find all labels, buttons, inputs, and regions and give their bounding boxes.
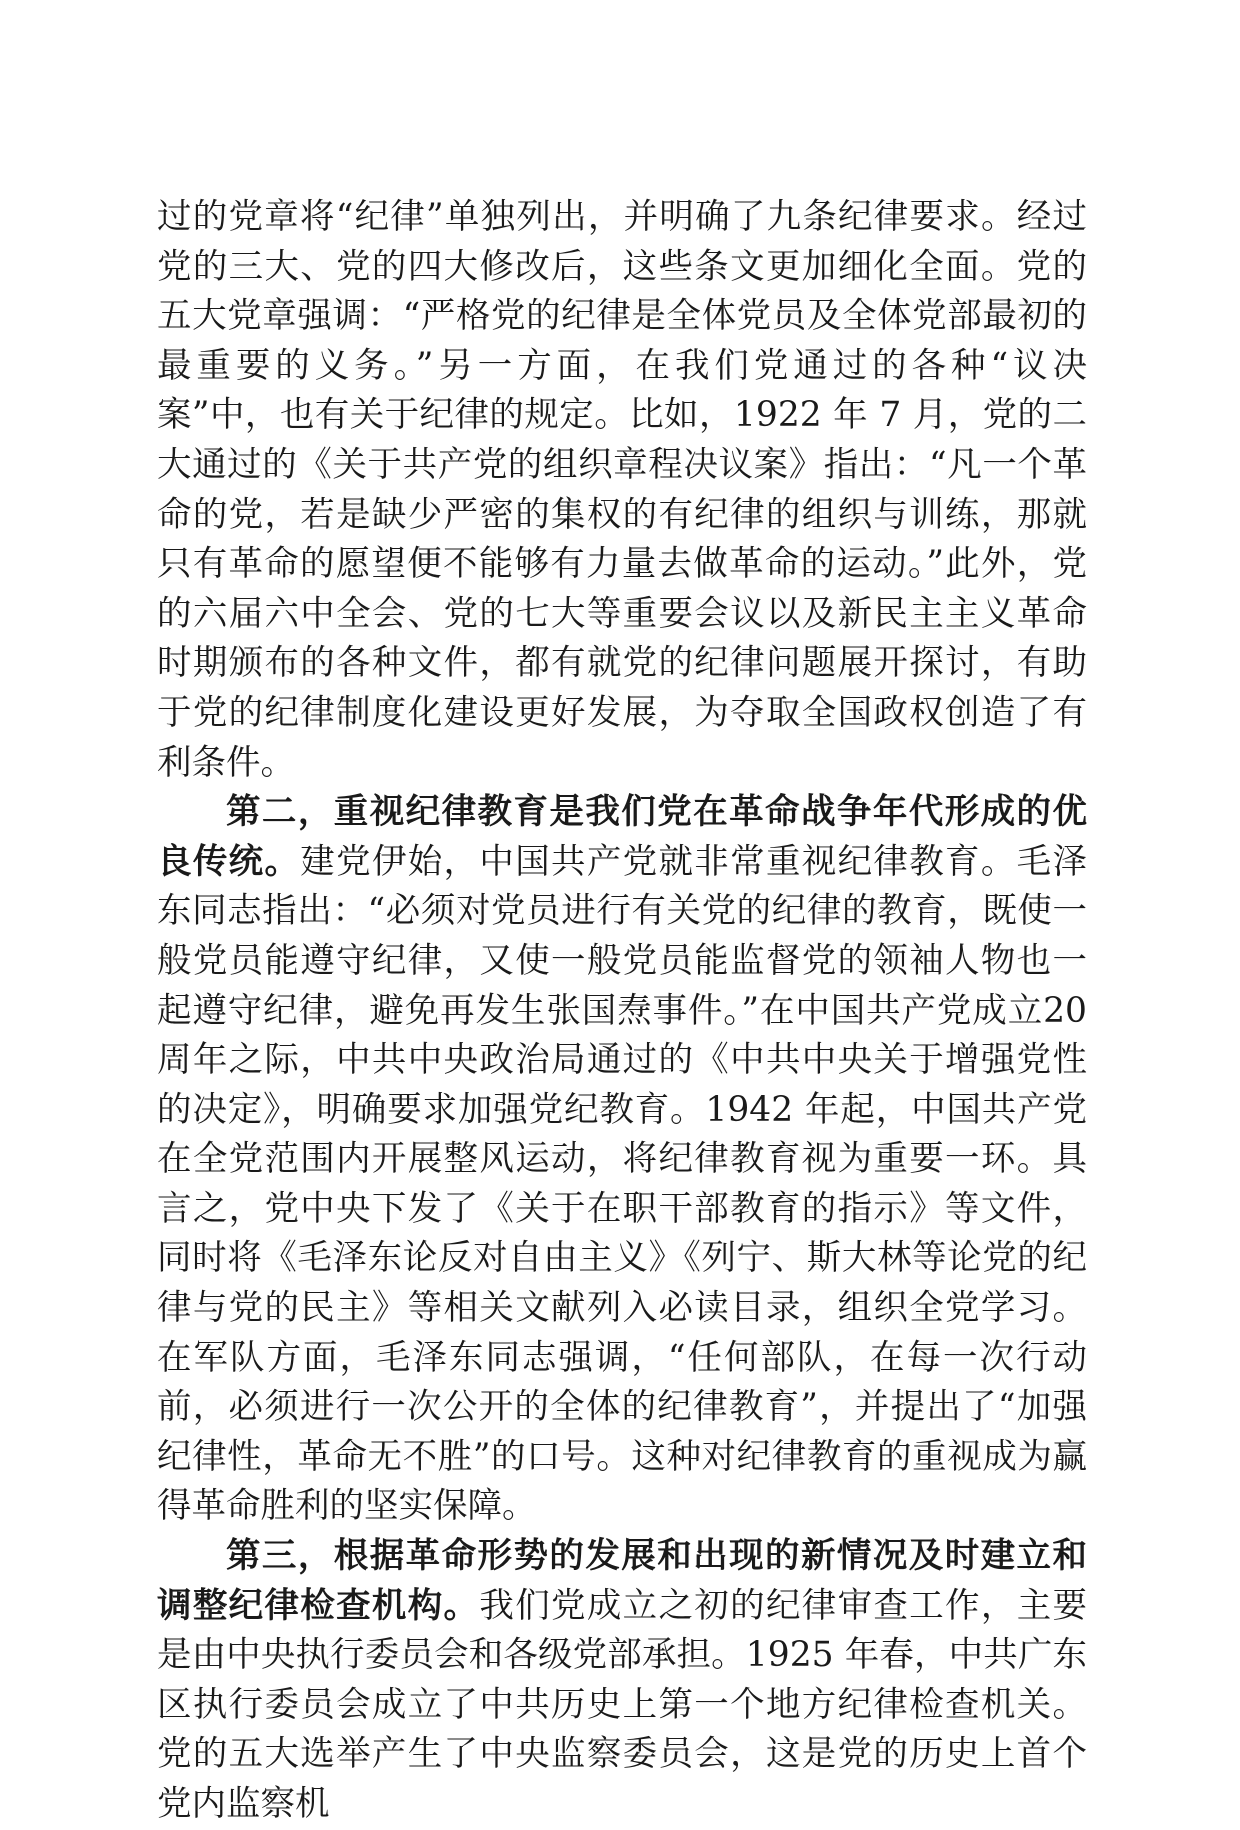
paragraph-3 — [157, 1532, 1087, 1830]
paragraph-2 — [157, 788, 1087, 1532]
paragraph-3-text: 我们党成立之初的纪律审查工作，主要是由中央执行委员会和各级党部承担。1925 年春，中共广东区执行委员会成立了中共历史上第一个地方纪律检查机关。党的五大选举产生了中央监察委员会，这是党的历史上首个党内监察机 — [157, 1585, 1088, 1824]
paragraph-2-lead: 第二，重视纪律教育是我们党在革命战争年代形成的优良传统。 — [157, 792, 1087, 882]
body-text — [157, 193, 1087, 1830]
paragraph-1-text: 过的党章将“纪律”单独列出，并明确了九条纪律要求。经过党的三大、党的四大修改后，这些条文更加细化全面。党的五大党章强调：“严格党的纪律是全体党员及全体党部最初的最重要的义务。”另一方面，在我们党通过的各种“议决案”中，也有关于纪律的规定。比如，1922 年 7 月，党的二大通过的《关于共产党的组织章程决议案》指出：“凡一个革命的党，若是缺少严密的集权的有纪律的组织与训练，那就只有革命的愿望便不能够有力量去做革命的运动。”此外，党的六届六中全会、党的七大等重要会议以及新民主主义革命时期颁布的各种文件，都有就党的纪律问题展开探讨，有助于党的纪律制度化建设更好发展，为夺取全国政权创造了有利条件。 — [157, 197, 1087, 783]
paragraph-1 — [157, 193, 1087, 788]
paragraph-3-lead: 第三，根据革命形势的发展和出现的新情况及时建立和调整纪律检查机构。 — [157, 1536, 1087, 1626]
paragraph-2-text: 建党伊始，中国共产党就非常重视纪律教育。毛泽东同志指出：“必须对党员进行有关党的纪律的教育，既使一般党员能遵守纪律，又使一般党员能监督党的领袖人物也一起遵守纪律，避免再发生张国焘事件。”在中国共产党成立20 周年之际，中共中央政治局通过的《中共中央关于增强党性的决定》，明确要求加强党纪教育。1942 年起，中国共产党在全党范围内开展整风运动，将纪律教育视为重要一环。具言之，党中央下发了《关于在职干部教育的指示》等文件，同时将《毛泽东论反对自由主义》《列宁、斯大林等论党的纪律与党的民主》等相关文献列入必读目录，组织全党学习。在军队方面，毛泽东同志强调，“任何部队，在每一次行动前，必须进行一次公开的全体的纪律教育”，并提出了“加强纪律性，革命无不胜”的口号。这种对纪律教育的重视成为赢得革命胜利的坚实保障。 — [157, 841, 1087, 1527]
